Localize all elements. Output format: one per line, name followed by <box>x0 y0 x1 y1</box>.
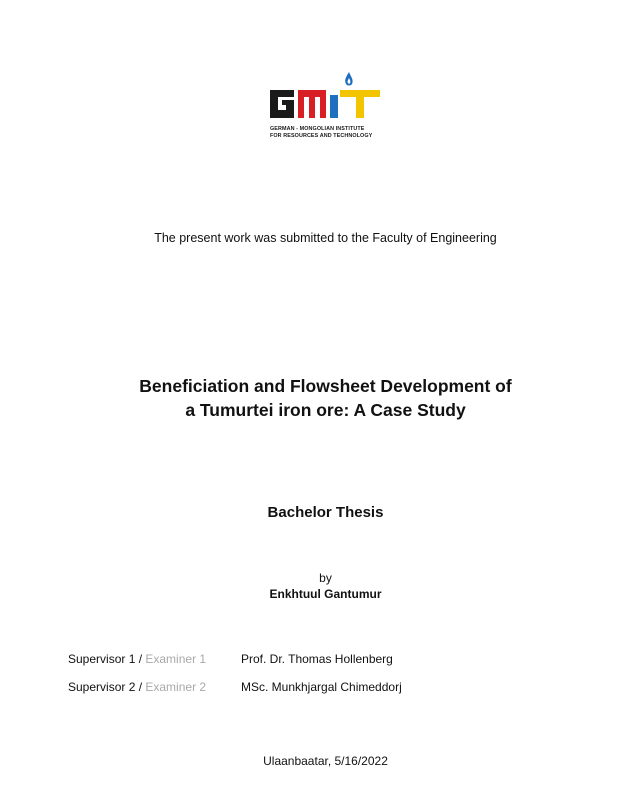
logo-letter-g <box>270 90 294 118</box>
thesis-title-line-2: a Tumurtei iron ore: A Case Study <box>185 400 466 420</box>
gmit-logo-mark <box>270 72 382 126</box>
supervisor-1-role: Supervisor 1 / <box>68 652 146 666</box>
examiner-2-role: Examiner 2 <box>145 680 207 694</box>
gmit-logo <box>270 72 382 142</box>
examiner-1-role: Examiner 1 <box>145 652 207 666</box>
supervisor-1-label <box>68 652 206 666</box>
logo-letter-m <box>298 90 326 118</box>
thesis-title-line-1: Beneficiation and Flowsheet Development of <box>139 376 512 396</box>
logo-letter-i <box>330 95 338 118</box>
supervisor-2-name: MSc. Munkhjargal Chimeddorj <box>241 680 402 694</box>
logo-caption <box>270 126 372 140</box>
thesis-title <box>0 374 641 422</box>
supervisor-2-role: Supervisor 2 / <box>68 680 146 694</box>
supervisor-2-label <box>68 680 206 694</box>
by-label: by <box>319 571 332 585</box>
submission-statement: The present work was submitted to the Faculty of Engineering <box>154 231 497 245</box>
logo-letter-t <box>340 90 380 118</box>
place-and-date: Ulaanbaatar, 5/16/2022 <box>263 754 388 768</box>
document-type: Bachelor Thesis <box>267 504 384 521</box>
author-name: Enkhtuul Gantumur <box>269 587 382 601</box>
logo-caption-line-2: FOR RESOURCES AND TECHNOLOGY <box>270 133 373 139</box>
logo-caption-line-1: GERMAN - MONGOLIAN INSTITUTE <box>270 126 365 132</box>
supervisor-1-name: Prof. Dr. Thomas Hollenberg <box>241 652 393 666</box>
